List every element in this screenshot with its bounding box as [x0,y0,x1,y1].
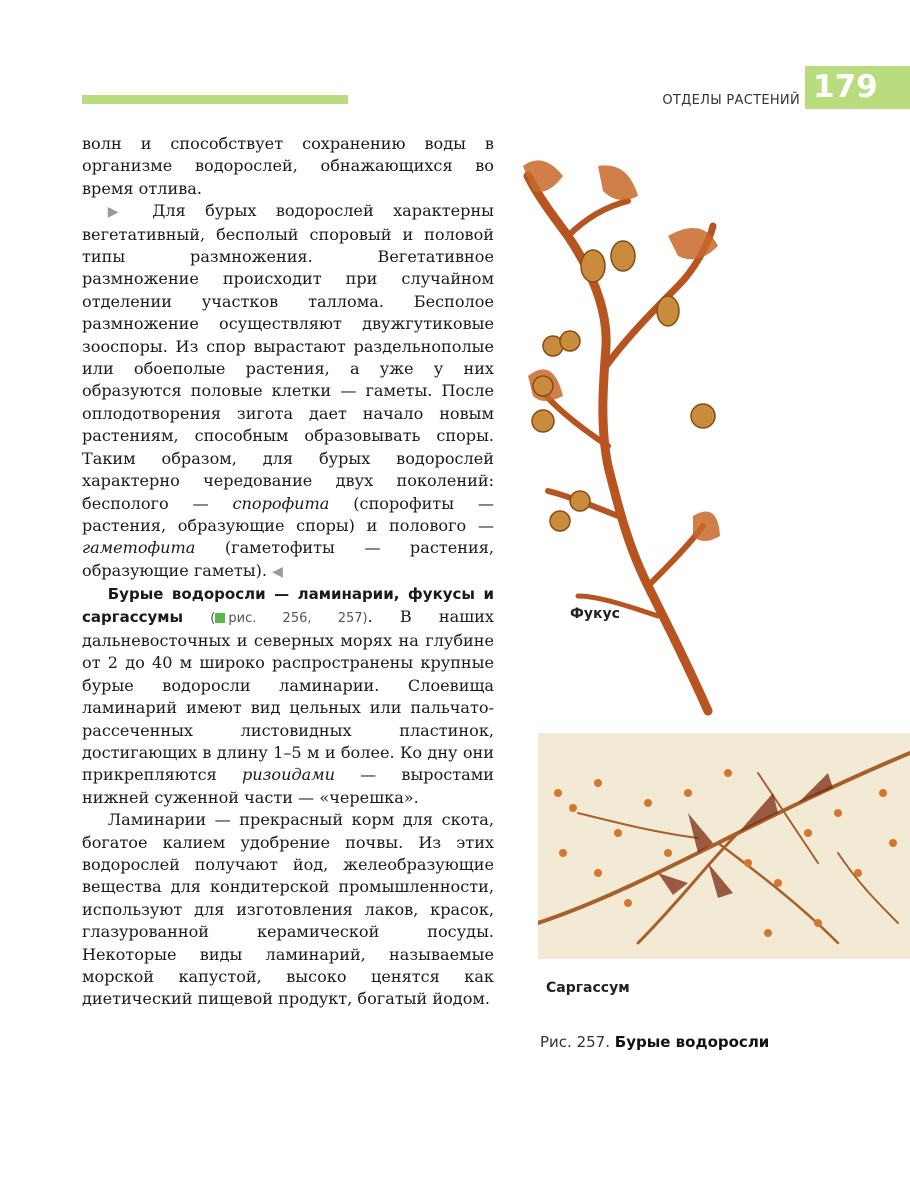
paragraph-2-mid: (спорофиты — растения, образующие споры) и полового — [82,493,494,535]
main-text-column [82,133,494,1011]
paragraph-3 [82,583,494,809]
figure-caption [540,1033,769,1051]
section-title: ОТДЕЛЫ РАСТЕНИЙ [662,93,800,108]
term-rhizoids: ризоидами [241,765,335,785]
figure-reference-text: рис. 256, 257 [228,610,363,626]
figure-ref-square-icon [215,613,225,623]
caption-prefix: Рис. 257. [540,1033,610,1051]
fucus-label: Фукус [570,606,620,622]
figure-reference[interactable]: ( рис. 256, 257) [210,610,368,626]
term-gametophyte: гаметофита [82,538,196,558]
sargassum-label: Саргассум [546,980,630,996]
term-sporophyte: спорофита [232,493,330,513]
sargassum-photo [538,733,910,959]
section-end-marker-icon: ◀ [272,563,283,580]
paragraph-2 [82,200,494,583]
paragraph-3-subhead: Бурые водоросли — ламинарии, фукусы и саргассумы [82,585,494,626]
caption-title: Бурые водоросли [614,1033,770,1051]
section-start-marker-icon: ▶ [107,204,133,221]
paragraph-2-text: Для бурых водорослей характерны вегетативный, бесполый споровый и половой типы размножения. Вегетативное размножение происходит при случайном отделении участков таллома. Бесполое размножение осуществляют двужгутиковые зооспоры. Из спор вырастают раздельнополые или обоеполые растения, а уже у них образуются половые клетки — гаметы. После оплодотворения зигота дает начало новым растениям, способным образовывать споры. Таким образом, для бурых водорослей характерно чередование двух поколений: бесполого — [82,201,494,513]
paragraph-2-end: (гаметофиты — растения, образующие гаметы). [82,538,494,580]
header-accent-bar [82,95,348,104]
paragraph-4: Ламинарии — прекрасный корм для скота, богатое калием удобрение почвы. Из этих водорослей получают йод, желеобразующие вещества для кондитерской промышленности, используют для изготовления лаков, красок, глазурованной керамической посуды. Некоторые виды ламинарий, называемые морской капустой, высоко ценятся как диетический пищевой продукт, богатый йодом. [82,810,494,1009]
paragraph-1: волн и способствует сохранению воды в организме водорослей, обнажающихся во время отлива. [82,134,494,198]
paragraph-3-text: . В наших дальневосточных и северных морях на глубине от 2 до 40 м широко распространены крупные бурые водоросли ламинарии. Слоевища ламинарий имеют вид цельных или пальчато-рассеченных листовидных пластинок, достигающих в длину 1–5 м и более. Ко дну они прикрепляются [82,606,494,785]
fucus-illustration [508,146,723,716]
page-number: 179 [805,66,910,109]
paragraph-3-end: — выростами нижней суженной части — «черешка». [82,765,495,807]
